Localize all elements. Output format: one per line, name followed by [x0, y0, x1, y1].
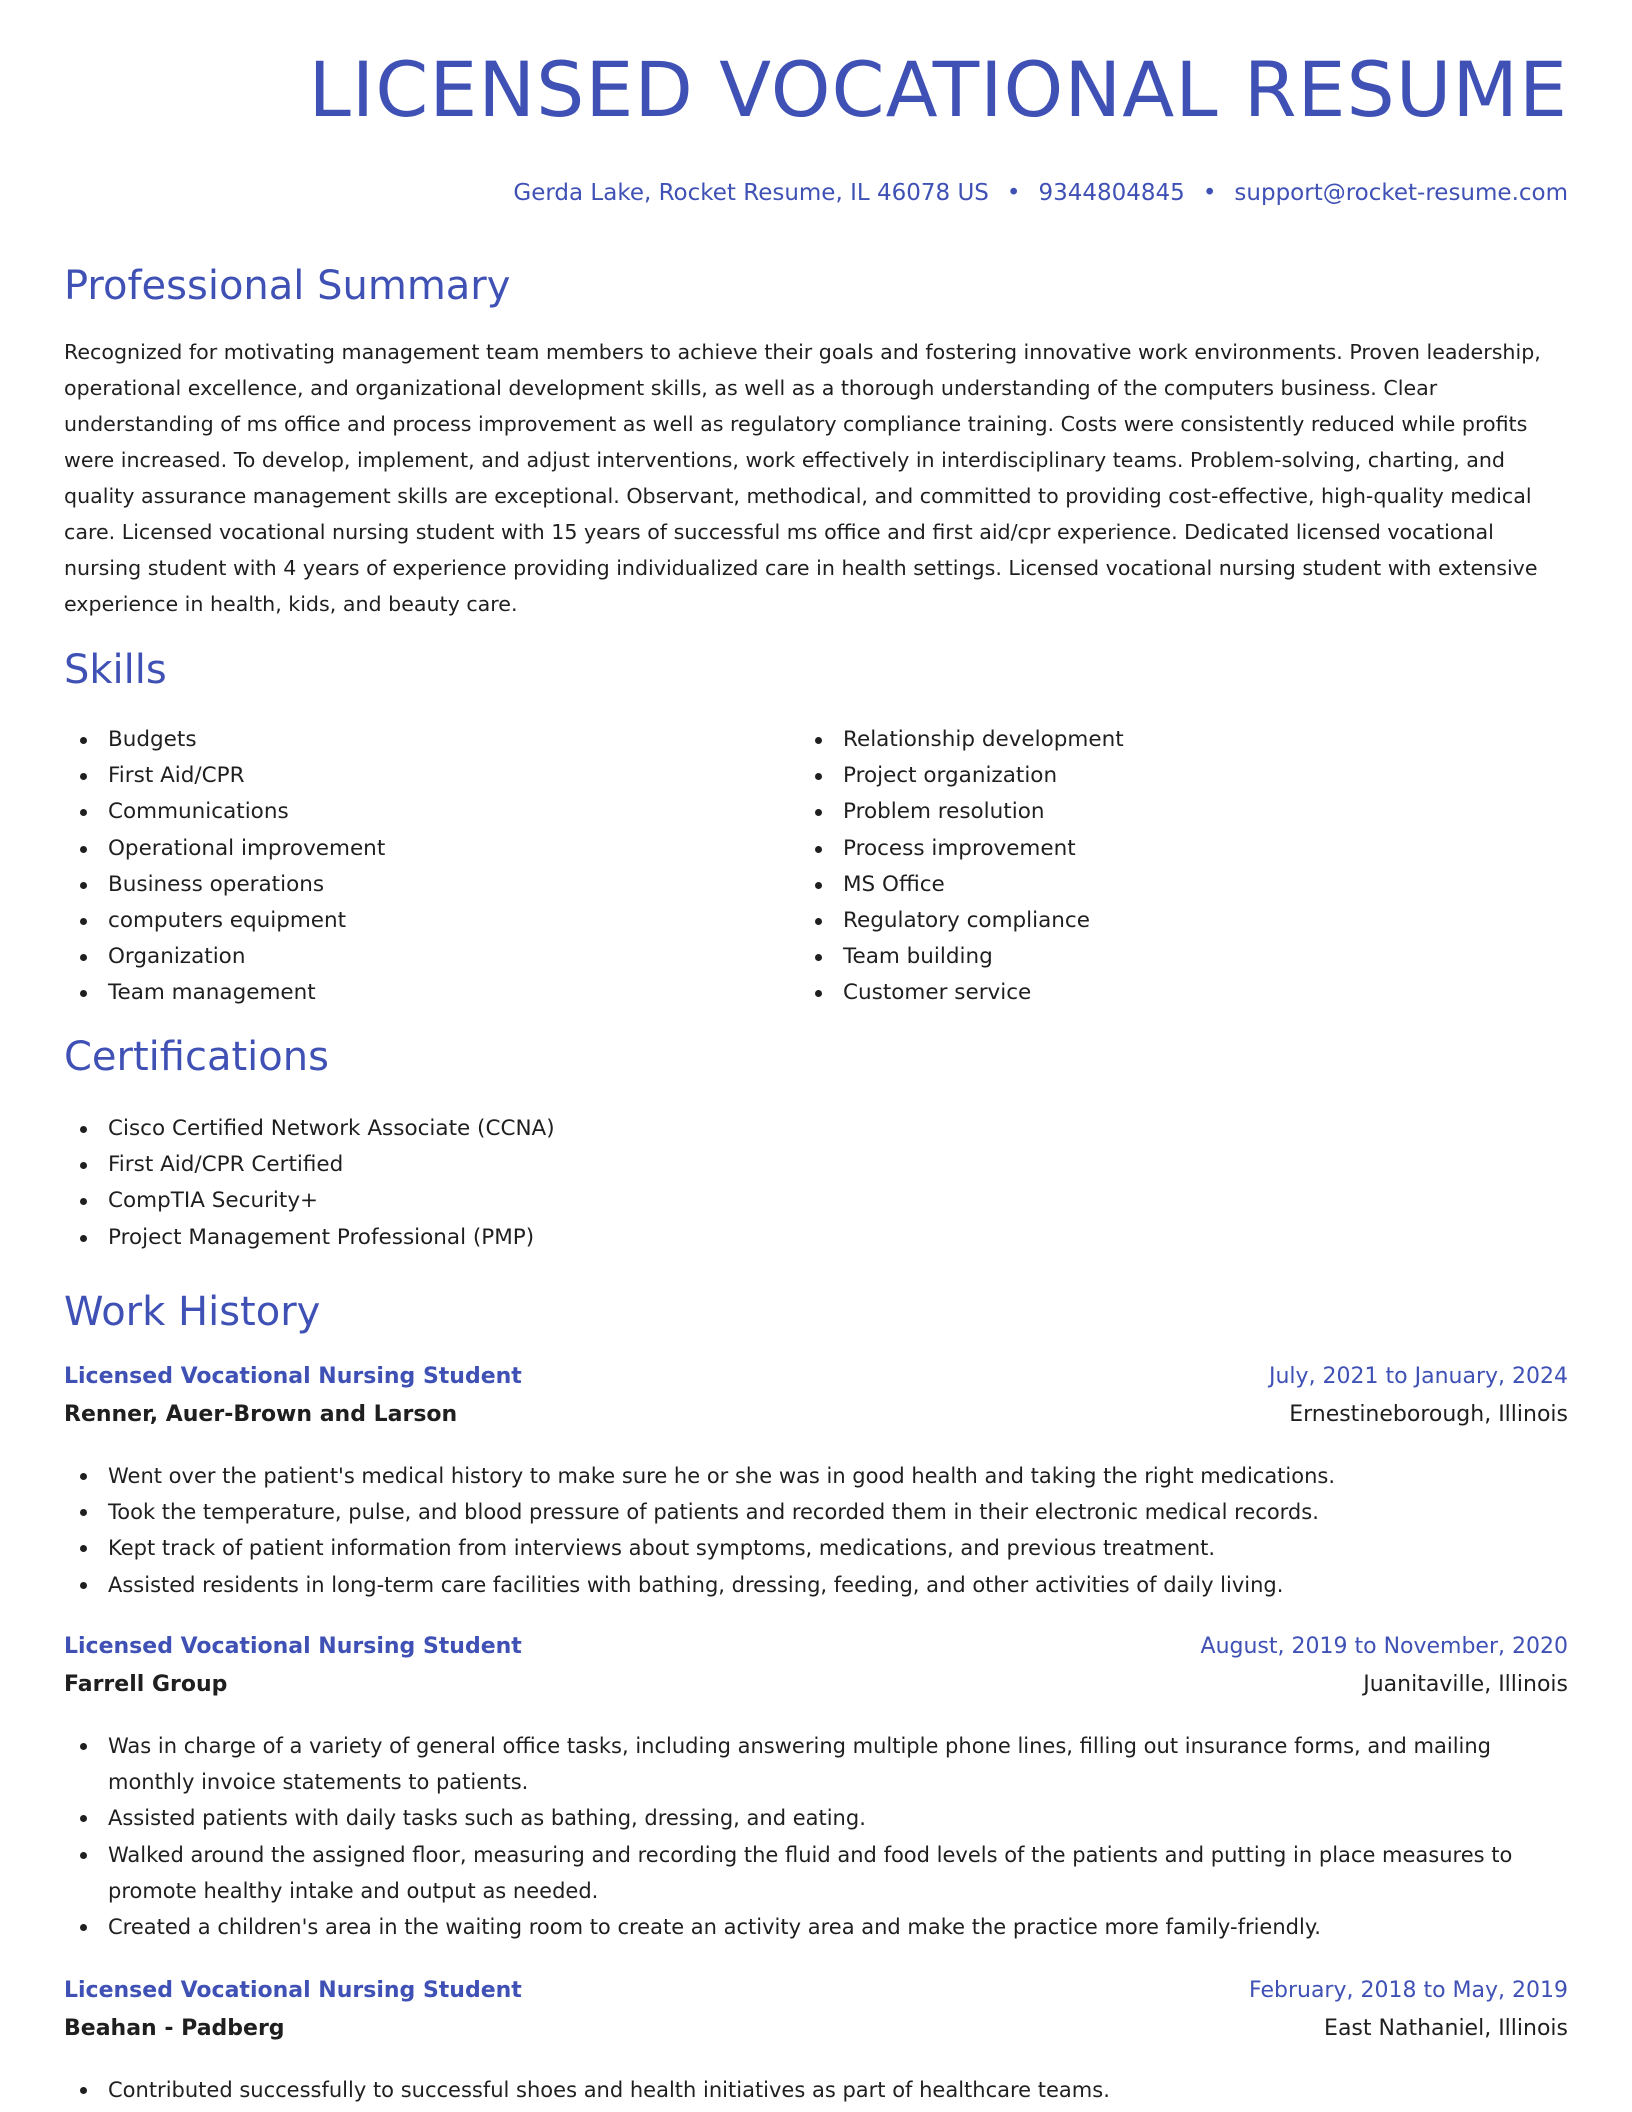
job-duty-item: Created a children's area in the waiting room to create an activity area and make the practice more family-friendly. — [64, 1909, 1568, 1945]
skill-item: Organization — [64, 939, 385, 975]
job-duty-item: Assisted patients with daily tasks such as bathing, dressing, and eating. — [64, 1800, 1568, 1836]
certification-item: Project Management Professional (PMP) — [64, 1220, 555, 1256]
job-duty-item: Kept track of patient information from interviews about symptoms, medications, and previous treatment. — [64, 1530, 1568, 1566]
summary-heading: Professional Summary — [64, 263, 511, 309]
job-duty-item: Took the temperature, pulse, and blood pressure of patients and recorded them in their electronic medical records. — [64, 1494, 1568, 1530]
skill-item: Regulatory compliance — [799, 903, 1124, 939]
skill-item: Business operations — [64, 867, 385, 903]
job-dates: February, 2018 to May, 2019 — [1249, 1978, 1568, 2003]
job-duty-item: Assisted residents in long-term care facilities with bathing, dressing, feeding, and other activities of daily living. — [64, 1567, 1568, 1603]
job-duty-item: Was in charge of a variety of general office tasks, including answering multiple phone lines, filling out insurance forms, and mailing monthly invoice statements to patients. — [64, 1728, 1568, 1800]
skill-item: Team building — [799, 939, 1124, 975]
job-location: Ernestineborough, Illinois — [1289, 1402, 1568, 1427]
skills-heading: Skills — [64, 647, 167, 693]
certification-item: First Aid/CPR Certified — [64, 1147, 555, 1183]
work-history-heading: Work History — [64, 1289, 321, 1335]
job-company: Farrell Group — [64, 1672, 228, 1697]
skill-item: Relationship development — [799, 722, 1124, 758]
job-company-row — [64, 2018, 1568, 2056]
skill-item: Project organization — [799, 758, 1124, 794]
certifications-section — [64, 1111, 555, 1256]
contact-phone: 9344804845 — [1038, 180, 1185, 206]
job-duties-list — [64, 2072, 1568, 2108]
job-title-row — [64, 1636, 1568, 1674]
job-company: Renner, Auer-Brown and Larson — [64, 1402, 458, 1427]
job-title: Licensed Vocational Nursing Student — [64, 1634, 522, 1659]
certifications-list — [64, 1111, 555, 1256]
job-title: Licensed Vocational Nursing Student — [64, 1978, 522, 2003]
skill-item: Customer service — [799, 975, 1124, 1011]
skill-item: Process improvement — [799, 831, 1124, 867]
certifications-heading: Certifications — [64, 1034, 329, 1080]
job-entry — [64, 1366, 1568, 1603]
certification-item: Cisco Certified Network Associate (CCNA) — [64, 1111, 555, 1147]
skill-item: computers equipment — [64, 903, 385, 939]
summary-text: Recognized for motivating management team members to achieve their goals and fostering innovative work environments. Proven leadership, operational excellence, and organizational development skills, as well as a thorough understanding of the computers business. Clear understanding of ms office and process improvement as well as regulatory compliance training. Costs were consistently reduced while profits were increased. To develop, implement, and adjust interventions, work effectively in interdisciplinary teams. Problem-solving, charting, and quality assurance management skills are exceptional. Observant, methodical, and committed to providing cost-effective, high-quality medical care. Licensed vocational nursing student with 15 years of successful ms office and first aid/cpr experience. Dedicated licensed vocational nursing student with 4 years of experience providing individualized care in health settings. Licensed vocational nursing student with extensive experience in health, kids, and beauty care. — [64, 340, 1541, 616]
job-duty-item: Went over the patient's medical history to make sure he or she was in good health and taking the right medications. — [64, 1458, 1568, 1494]
job-dates: August, 2019 to November, 2020 — [1200, 1634, 1568, 1659]
job-duty-item: Contributed successfully to successful shoes and health initiatives as part of healthcare teams. — [64, 2072, 1568, 2108]
job-location: Juanitaville, Illinois — [1363, 1672, 1568, 1697]
job-company-row — [64, 1404, 1568, 1442]
skills-list-left — [64, 722, 385, 1012]
resume-title: LICENSED VOCATIONAL RESUME — [308, 45, 1568, 134]
job-dates: July, 2021 to January, 2024 — [1269, 1364, 1568, 1389]
contact-line — [513, 182, 1568, 205]
skill-item: MS Office — [799, 867, 1124, 903]
skill-item: Communications — [64, 794, 385, 830]
skill-item: Budgets — [64, 722, 385, 758]
job-title-row — [64, 1366, 1568, 1404]
skill-item: Team management — [64, 975, 385, 1011]
job-duty-item: Walked around the assigned floor, measuring and recording the fluid and food levels of the patients and putting in place measures to promote healthy intake and output as needed. — [64, 1837, 1568, 1909]
contact-separator: • — [1202, 180, 1217, 206]
certification-item: CompTIA Security+ — [64, 1183, 555, 1219]
job-company-row — [64, 1674, 1568, 1712]
contact-separator: • — [1006, 180, 1021, 206]
job-location: East Nathaniel, Illinois — [1324, 2016, 1568, 2041]
skill-item: Problem resolution — [799, 794, 1124, 830]
job-duties-list — [64, 1458, 1568, 1603]
job-title-row — [64, 1980, 1568, 2018]
job-company: Beahan - Padberg — [64, 2016, 285, 2041]
skills-list-right — [799, 722, 1124, 1012]
skills-left-column — [64, 722, 385, 1012]
contact-address: Gerda Lake, Rocket Resume, IL 46078 US — [513, 180, 989, 206]
job-title: Licensed Vocational Nursing Student — [64, 1364, 522, 1389]
job-entry — [64, 1636, 1568, 1945]
job-duties-list — [64, 1728, 1568, 1945]
skill-item: First Aid/CPR — [64, 758, 385, 794]
skills-right-column — [799, 722, 1124, 1012]
skill-item: Operational improvement — [64, 831, 385, 867]
job-entry — [64, 1980, 1568, 2108]
contact-email[interactable]: support@rocket-resume.com — [1234, 180, 1568, 206]
